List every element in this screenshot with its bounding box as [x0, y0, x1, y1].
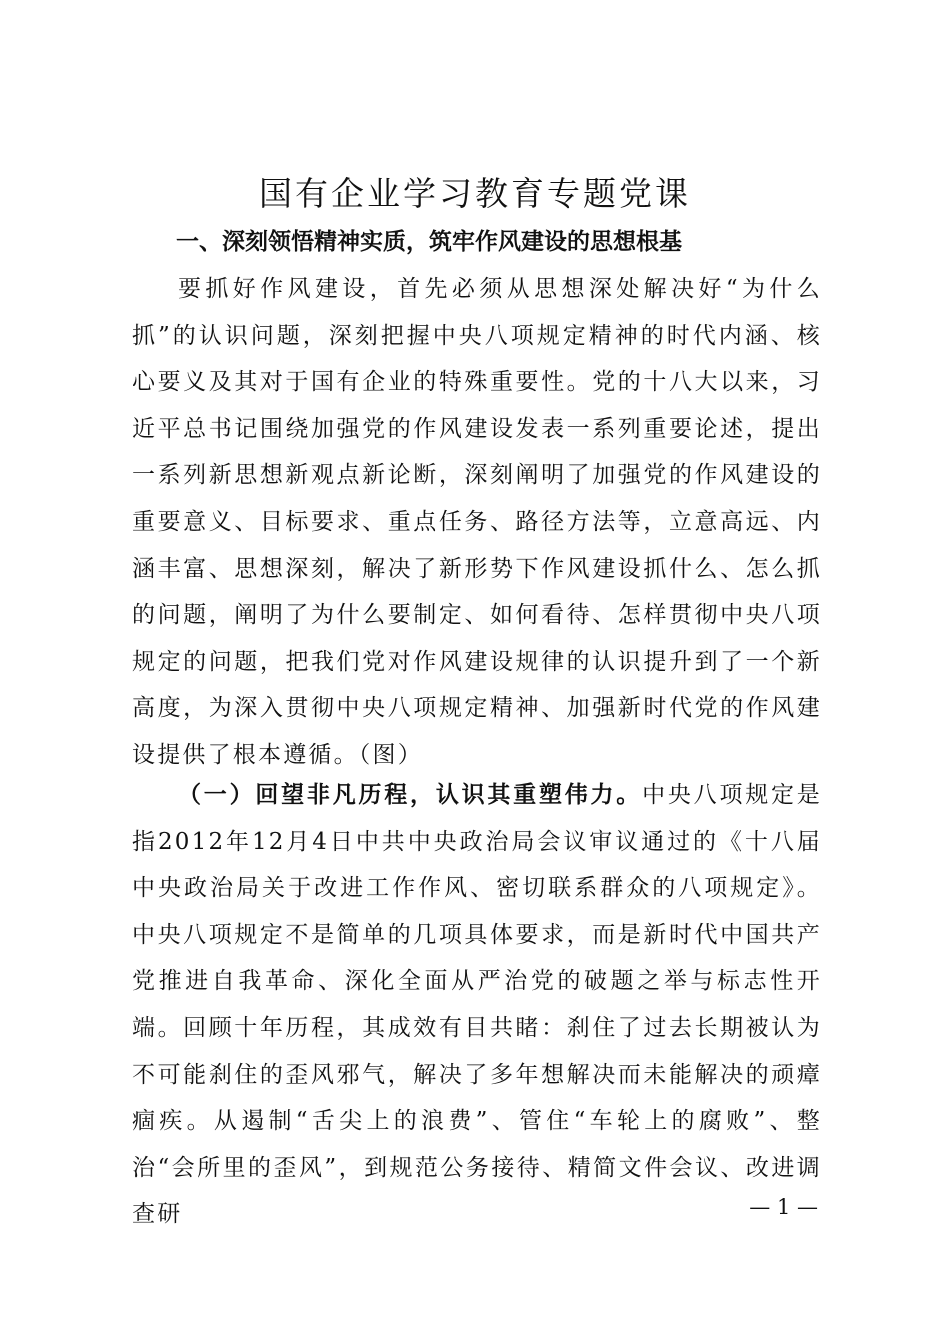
body-paragraph-2-text: 中央八项规定是指2012年12月4日中共中央政治局会议审议通过的《十八届中央政治局关于改进工作作风、密切联系群众的八项规定》。中央八项规定不是简单的几项具体要求，而是新时代中国共产党推进自我革命、深化全面从严治党的破题之举与标志性开端。回顾十年历程，其成效有目共睹：刹住了过去长期被认为不可能刹住的歪风邪气，解决了多年想解决而未能解决的顽瘴痼疾。从遏制“舌尖上的浪费”、管住“车轮上的腐败”、整治“会所里的歪风”，到规范公务接待、精简文件会议、改进调查研: [132, 782, 822, 1228]
page-number: — 1 —: [749, 1195, 818, 1219]
section-heading: 一、深刻领悟精神实质，筑牢作风建设的思想根基: [176, 229, 682, 255]
body-paragraph-1: 要抓好作风建设，首先必须从思想深处解决好“为什么抓”的认识问题，深刻把握中央八项规定精神的时代内涵、核心要义及其对于国有企业的特殊重要性。党的十八大以来，习近平总书记围绕加强党的作风建设发表一系列重要论述，提出一系列新思想新观点新论断，深刻阐明了加强党的作风建设的重要意义、目标要求、重点任务、路径方法等，立意高远、内涵丰富、思想深刻，解决了新形势下作风建设抓什么、怎么抓的问题，阐明了为什么要制定、如何看待、怎样贯彻中央八项规定的问题，把我们党对作风建设规律的认识提升到了一个新高度，为深入贯彻中央八项规定精神、加强新时代党的作风建设提供了根本遵循。（图）: [132, 276, 822, 768]
document-title: 国有企业学习教育专题党课: [259, 174, 691, 213]
subsection-lead: （一）回望非凡历程，认识其重塑伟力。: [178, 781, 643, 808]
body-paragraph-2: [132, 772, 822, 1238]
